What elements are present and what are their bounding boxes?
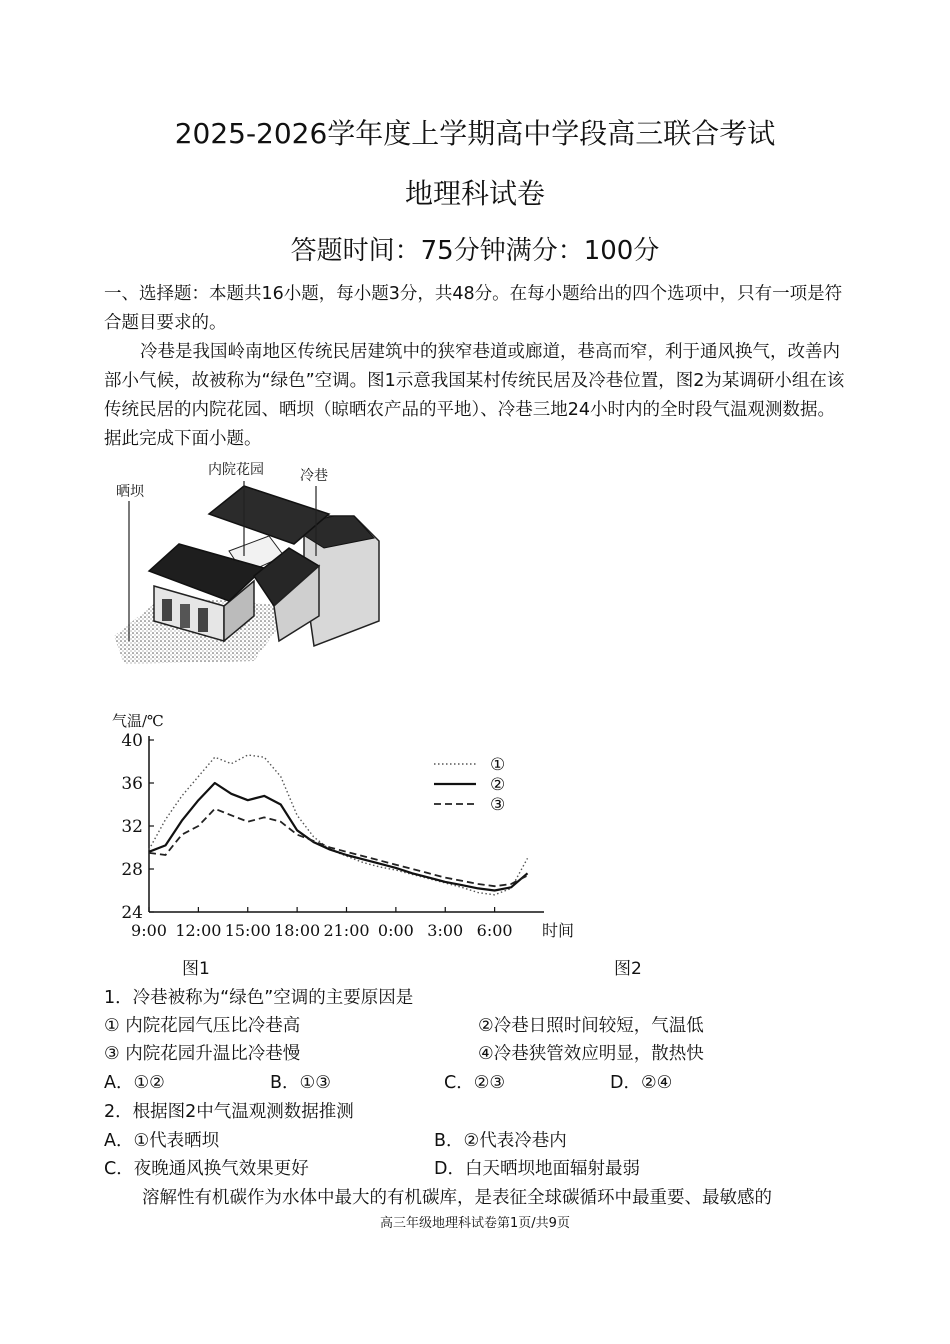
q1-stem: 1．冷巷被称为“绿色”空调的主要原因是 — [104, 988, 414, 1008]
legend-label-2: ② — [490, 775, 506, 795]
q2-option-a[interactable]: A．①代表晒坝 — [104, 1131, 220, 1151]
exam-title: 2025-2026学年度上学期高中学段高三联合考试 — [174, 117, 776, 150]
x-tick-label: 0:00 — [377, 921, 414, 940]
passage: 冷巷是我国岭南地区传统民居建筑中的狭窄巷道或廊道，巷高而窄，利于通风换气，改善内部小气候，故被称为“绿色”空调。图1示意我国某村传统民居及冷巷位置，图2为某调研小组在该传统民居的内院花园、晒坝（晾晒农产品的平地）、冷巷三地24小时内的全时段气温观测数据。据此完成下面小题。 — [104, 342, 845, 449]
y-tick-label: 24 — [121, 903, 143, 923]
house-drawing — [104, 456, 404, 686]
q2-stem: 2．根据图2中气温观测数据推测 — [104, 1102, 354, 1122]
exam-info: 答题时间：75分钟满分：100分 — [290, 236, 660, 266]
x-tick-label: 12:00 — [175, 921, 222, 940]
x-tick-label: 6:00 — [476, 921, 513, 940]
q2-option-d[interactable]: D．白天晒坝地面辐射最弱 — [434, 1159, 640, 1179]
x-tick-label: 9:00 — [131, 921, 167, 940]
label-drying: 晒坝 — [116, 484, 144, 500]
y-tick-label: 40 — [121, 731, 143, 751]
q1-statement-4: ④冷巷狭管效应明显，散热快 — [478, 1044, 704, 1064]
temperature-chart — [104, 702, 584, 952]
x-tick-label: 21:00 — [323, 921, 370, 940]
series-line-1 — [149, 755, 528, 895]
q1-option-d[interactable]: D．②④ — [610, 1073, 673, 1093]
q2-option-c[interactable]: C．夜晚通风换气效果更好 — [104, 1159, 309, 1179]
y-tick-label: 32 — [121, 817, 143, 837]
figure1-caption: 图1 — [182, 959, 210, 979]
series-line-2 — [149, 783, 528, 891]
series-line-3 — [149, 809, 528, 886]
x-tick-label: 3:00 — [427, 921, 464, 940]
x-tick-label: 18:00 — [274, 921, 321, 940]
q1-statement-2: ②冷巷日照时间较短，气温低 — [478, 1016, 704, 1036]
label-courtyard: 内院花园 — [208, 462, 264, 478]
figure2-chart — [104, 702, 584, 952]
x-tick-label: 15:00 — [224, 921, 271, 940]
subject-title: 地理科试卷 — [404, 177, 545, 210]
figure1-illustration — [104, 456, 404, 686]
label-alley: 冷巷 — [300, 468, 328, 484]
legend-label-1: ① — [490, 755, 506, 775]
section-heading: 一、选择题：本题共16小题，每小题3分，共48分。在每小题给出的四个选项中，只有一项是符合题目要求的。 — [104, 284, 843, 333]
q1-option-b[interactable]: B．①③ — [270, 1073, 331, 1093]
page-footer: 高三年级地理科试卷第1页/共9页 — [380, 1216, 570, 1231]
q1-option-a[interactable]: A．①② — [104, 1073, 165, 1093]
y-tick-label: 36 — [121, 774, 143, 794]
y-tick-label: 28 — [121, 860, 143, 880]
y-axis-label: 气温/℃ — [112, 712, 164, 730]
x-axis-label: 时间 — [542, 921, 575, 940]
q1-statement-3: ③ 内院花园升温比冷巷慢 — [104, 1044, 301, 1064]
q2-option-b[interactable]: B．②代表冷巷内 — [434, 1131, 567, 1151]
q1-statement-1: ① 内院花园气压比冷巷高 — [104, 1016, 301, 1036]
legend-label-3: ③ — [490, 795, 506, 815]
figure2-caption: 图2 — [614, 959, 642, 979]
q1-option-c[interactable]: C．②③ — [444, 1073, 506, 1093]
next-passage: 溶解性有机碳作为水体中最大的有机碳库，是表征全球碳循环中最重要、最敏感的 — [142, 1188, 772, 1208]
